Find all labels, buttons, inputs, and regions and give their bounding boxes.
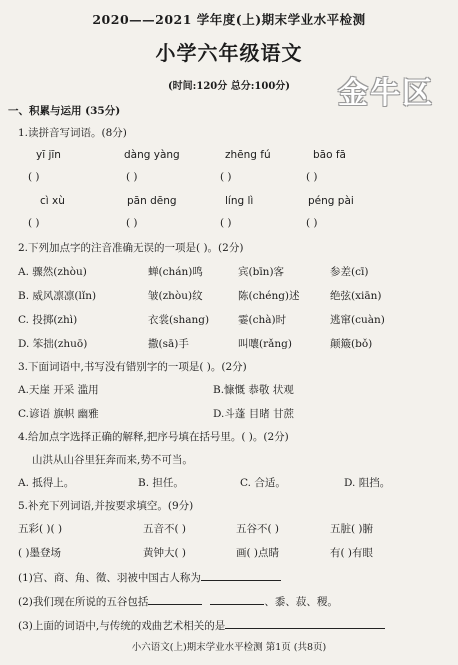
option-a: A.天崖 开采 滥用 — [18, 384, 99, 396]
option-c-3: 霎(chà)时 — [238, 314, 287, 326]
option-a-1: A. 骤然(zhòu) — [18, 266, 87, 278]
answer-blank[interactable]: ( ) — [306, 171, 318, 183]
question-4-title: 4.给加点字选择正确的解释,把序号填在括号里。( )。(2分) — [18, 431, 289, 443]
exam-header-title: 2020——2021 学年度(上)期末学业水平检测 — [92, 12, 366, 27]
sub-question-1-text: (1)宫、商、角、徵、羽被中国古人称为 — [18, 572, 201, 584]
pinyin-8: péng pài — [308, 195, 354, 207]
option-a-4: 参差(cī) — [330, 266, 369, 278]
question-3-title: 3.下面词语中,书写没有错别字的一项是( )。(2分) — [18, 361, 247, 373]
question-5-title: 5.补充下列词语,并按要求填空。(9分) — [18, 500, 194, 512]
pinyin-4: bāo fā — [313, 149, 346, 161]
pinyin-3: zhēng fú — [225, 149, 271, 161]
answer-blank[interactable]: ( ) — [28, 217, 40, 229]
pinyin-1: yī jīn — [36, 149, 61, 161]
answer-line[interactable] — [210, 593, 264, 605]
option-c: C.谚语 旗帜 幽雅 — [18, 408, 99, 420]
question-4-sentence: 山洪从山谷里狂奔而来,势不可当。 — [32, 454, 193, 466]
sub-question-2-text: (2)我们现在所说的五谷包括 — [18, 596, 149, 608]
idiom-fill: 画( )点睛 — [236, 547, 280, 559]
sub-question-1 — [18, 569, 281, 585]
pinyin-7: líng lì — [225, 195, 254, 207]
option-b: B. 担任。 — [138, 477, 184, 489]
question-2-title: 2.下列加点字的注音准确无误的一项是( )。(2分) — [18, 242, 244, 254]
answer-blank[interactable]: ( ) — [220, 171, 232, 183]
pinyin-2: dàng yàng — [124, 149, 180, 161]
answer-blank[interactable]: ( ) — [126, 171, 138, 183]
watermark: 金牛区 — [338, 76, 434, 111]
answer-blank[interactable]: ( ) — [28, 171, 40, 183]
question-1-title: 1.读拼音写词语。(8分) — [18, 127, 127, 139]
answer-blank[interactable]: ( ) — [220, 217, 232, 229]
answer-line[interactable] — [148, 593, 202, 605]
page-footer: 小六语文(上)期末学业水平检测 第1页 (共8页) — [131, 642, 327, 653]
idiom-fill: 五音不( ) — [143, 523, 187, 535]
subject-title: 小学六年级语文 — [155, 41, 303, 65]
idiom-fill: 黄钟大( ) — [143, 547, 187, 559]
answer-line[interactable] — [225, 617, 385, 629]
option-d-1: D. 笨拙(zhuō) — [18, 338, 88, 350]
option-c-2: 衣裳(shang) — [148, 314, 210, 326]
sub-question-2 — [18, 593, 338, 609]
section-title: 一、积累与运用 (35分) — [8, 105, 121, 117]
idiom-fill: ( )墨登场 — [18, 547, 62, 559]
sub-question-2-tail: 、黍、菽、稷。 — [264, 596, 338, 608]
option-c-4: 逃窜(cuàn) — [330, 314, 385, 326]
option-c-1: C. 投掷(zhì) — [18, 314, 78, 326]
option-c: C. 合适。 — [240, 477, 286, 489]
option-b-3: 陈(chéng)述 — [238, 290, 300, 302]
option-a-3: 宾(bīn)客 — [238, 266, 285, 278]
idiom-fill: 五谷不( ) — [236, 523, 280, 535]
option-d-3: 叫嚷(rǎng) — [238, 338, 292, 350]
option-b-1: B. 威风凛凛(lǐn) — [18, 290, 97, 302]
option-b-4: 绝弦(xiān) — [330, 290, 382, 302]
pinyin-6: pān dēng — [127, 195, 177, 207]
option-d-2: 撒(sā)手 — [148, 338, 189, 350]
option-b: B.慷慨 恭敬 状观 — [213, 384, 294, 396]
answer-line[interactable] — [201, 569, 281, 581]
sub-question-3 — [18, 617, 385, 633]
idiom-fill: 有( )有眼 — [330, 547, 374, 559]
option-a-2: 蝉(chán)鸣 — [148, 266, 203, 278]
answer-blank[interactable]: ( ) — [306, 217, 318, 229]
time-score-info: (时间:120分 总分:100分) — [167, 81, 291, 92]
option-d: D. 阻挡。 — [344, 477, 391, 489]
idiom-fill: 五彩( )( ) — [18, 523, 63, 535]
pinyin-5: cì xù — [40, 195, 65, 207]
answer-blank[interactable]: ( ) — [126, 217, 138, 229]
idiom-fill: 五脏( )腑 — [330, 523, 374, 535]
option-d: D.斗蓬 目睹 甘蔗 — [213, 408, 295, 420]
sub-question-3-text: (3)上面的词语中,与传统的戏曲艺术相关的是 — [18, 620, 226, 632]
bleed-through-text — [250, 120, 301, 134]
option-b-2: 皱(zhòu)纹 — [148, 290, 203, 302]
option-d-4: 颠簸(bǒ) — [330, 338, 373, 350]
option-a: A. 抵得上。 — [18, 477, 75, 489]
